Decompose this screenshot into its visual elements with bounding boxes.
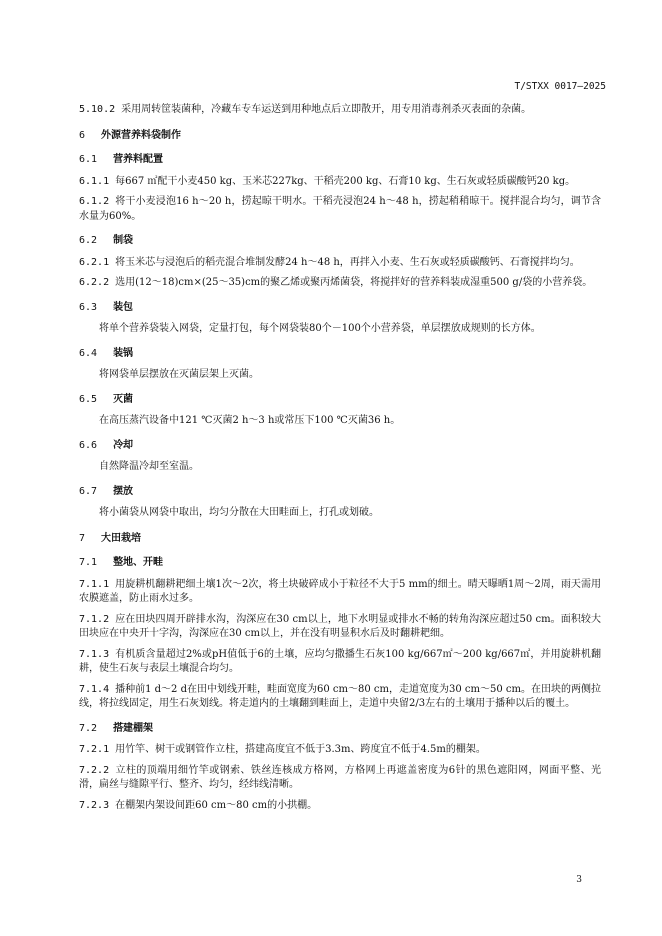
clause-number: 6.2 (79, 235, 98, 246)
page-number: 3 (576, 875, 582, 885)
clause-paragraph (79, 195, 601, 224)
clause-text: 营养料配置 (113, 154, 164, 165)
paragraph-text: 将单个营养袋装入网袋，定量打包，每个网袋装80个－100个小营养袋，单层摆放成规则的长方体。 (99, 323, 541, 334)
clause-number: 5.10.2 (79, 104, 116, 115)
clause-number: 7.1 (79, 557, 98, 568)
clause-text: 有机质含量超过2%或pH值低于6的土壤，应均匀撒播生石灰100 kg/667㎡～200 kg/667㎡，并用旋耕机翻耕，使生石灰与表层土壤混合均匀。 (79, 648, 601, 674)
body-paragraph (79, 414, 601, 429)
clause-number: 7.2.3 (79, 799, 110, 811)
paragraph-text: 自然降温冷却至室温。 (99, 461, 199, 472)
clause-number: 6.2.2 (79, 277, 110, 288)
subsection-heading (79, 722, 601, 737)
subsection-heading (79, 393, 601, 408)
subsection-heading (79, 556, 601, 571)
clause-text: 搭建棚架 (113, 722, 154, 734)
clause-text: 冷却 (113, 439, 134, 451)
clause-paragraph (79, 743, 601, 758)
clause-paragraph (79, 256, 601, 271)
clause-number: 6.1.2 (79, 196, 110, 207)
clause-paragraph (79, 276, 601, 291)
clause-number: 7.2 (79, 722, 98, 734)
clause-number: 7.1.2 (79, 613, 110, 625)
clause-text: 制袋 (113, 235, 134, 246)
paragraph-text: 将网袋单层摆放在灭菌层架上灭菌。 (99, 369, 259, 380)
clause-number: 7.1.3 (79, 648, 110, 660)
paragraph-text: 在高压蒸汽设备中121 ℃灭菌2 h～3 h或常压下100 ℃灭菌36 h。 (99, 415, 401, 426)
body-paragraph (79, 322, 601, 337)
document-code: T/STXX 0017—2025 (514, 81, 606, 92)
clause-text: 外源营养料袋制作 (101, 129, 182, 141)
paragraph-text: 将小菌袋从网袋中取出，均匀分散在大田畦面上，打孔或划破。 (99, 507, 379, 518)
subsection-heading (79, 347, 601, 362)
clause-number: 6.1.1 (79, 175, 110, 187)
subsection-heading (79, 439, 601, 454)
body-paragraph (79, 506, 601, 521)
subsection-heading (79, 301, 601, 316)
clause-text: 选用(12～18)cm×(25～35)cm的聚乙烯或聚丙烯菌袋，将搅拌好的营养料装成湿重500 g/袋的小营养袋。 (115, 277, 593, 288)
clause-paragraph (79, 103, 601, 118)
clause-paragraph (79, 578, 601, 607)
clause-text: 装锅 (113, 347, 134, 359)
clause-text: 装包 (113, 301, 134, 313)
section-heading (79, 129, 601, 144)
clause-text: 灭菌 (113, 393, 134, 405)
clause-number: 6.4 (79, 347, 98, 359)
clause-text: 整地、开畦 (113, 557, 164, 568)
clause-paragraph (79, 799, 601, 814)
clause-number: 6 (79, 129, 86, 141)
clause-text: 将干小麦浸泡16 h～20 h，捞起晾干明水。干稻壳浸泡24 h～48 h，捞起稍稍晾干。搅拌混合均匀，调节含水量为60%。 (79, 196, 601, 222)
clause-text: 播种前1 d～2 d在田中划线开畦，畦面宽度为60 cm～80 cm，走道宽度为30 cm～50 cm。在田块的两侧拉线，将拉线固定，用生石灰划线。将走道内的土壤翻到畦面上，走道中央留2/3左右的土壤用于播种以后的覆土。 (79, 683, 601, 709)
document-body (79, 103, 601, 819)
clause-text: 摆放 (113, 485, 134, 497)
clause-text: 用竹竿、树干或钢管作立柱，搭建高度宜不低于3.3m、跨度宜不低于4.5m的棚架。 (115, 744, 486, 755)
clause-number: 7.1.1 (79, 578, 110, 590)
clause-text: 将玉米芯与浸泡后的稻壳混合堆制发酵24 h～48 h，再拌入小麦、生石灰或轻质碳酸钙、石膏搅拌均匀。 (115, 256, 580, 268)
clause-text: 采用周转筐装菌种，冷藏车专车运送到用种地点后立即散开，用专用消毒剂杀灭表面的杂菌。 (121, 104, 532, 115)
section-heading (79, 532, 601, 547)
clause-text: 立柱的顶端用细竹竿或钢索、铁丝连核成方格网，方格网上再遮盖密度为6针的黑色遮阳网，网面平整、光滑，扁丝与缝隙平行、整齐、均匀，经纬线清晰。 (79, 764, 601, 790)
clause-paragraph (79, 648, 601, 677)
subsection-heading (79, 234, 601, 249)
clause-number: 6.1 (79, 154, 98, 165)
clause-paragraph (79, 764, 601, 793)
clause-number: 6.6 (79, 439, 98, 451)
clause-number: 7 (79, 532, 86, 544)
clause-number: 6.7 (79, 485, 98, 497)
clause-number: 6.3 (79, 301, 98, 313)
clause-number: 7.2.1 (79, 744, 110, 755)
clause-number: 7.2.2 (79, 764, 110, 776)
clause-paragraph (79, 175, 601, 190)
clause-number: 7.1.4 (79, 683, 110, 695)
clause-text: 在棚架内架设间距60 cm～80 cm的小拱棚。 (115, 799, 318, 811)
subsection-heading (79, 153, 601, 168)
body-paragraph (79, 368, 601, 383)
clause-number: 6.2.1 (79, 256, 110, 268)
clause-paragraph (79, 613, 601, 642)
clause-paragraph (79, 683, 601, 712)
subsection-heading (79, 485, 601, 500)
clause-number: 6.5 (79, 393, 98, 405)
clause-text: 每667 ㎡配干小麦450 kg、玉米芯227kg、干稻壳200 kg、石膏10 kg、生石灰或轻质碳酸钙20 kg。 (115, 175, 576, 187)
clause-text: 用旋耕机翻耕耙细土壤1次～2次，将土块破碎成小于粒径不大于5 mm的细土。晴天曝晒1周～2周，雨天需用农膜遮盖，防止雨水过多。 (79, 578, 601, 604)
body-paragraph (79, 460, 601, 475)
clause-text: 应在田块四周开辟排水沟，沟深应在30 cm以上，地下水明显或排水不畅的转角沟深应超过50 cm。面积较大田块应在中央开十字沟，沟深应在30 cm以上，并在没有明显积水后及时翻耕耙细。 (79, 613, 601, 639)
clause-text: 大田栽培 (101, 532, 142, 544)
